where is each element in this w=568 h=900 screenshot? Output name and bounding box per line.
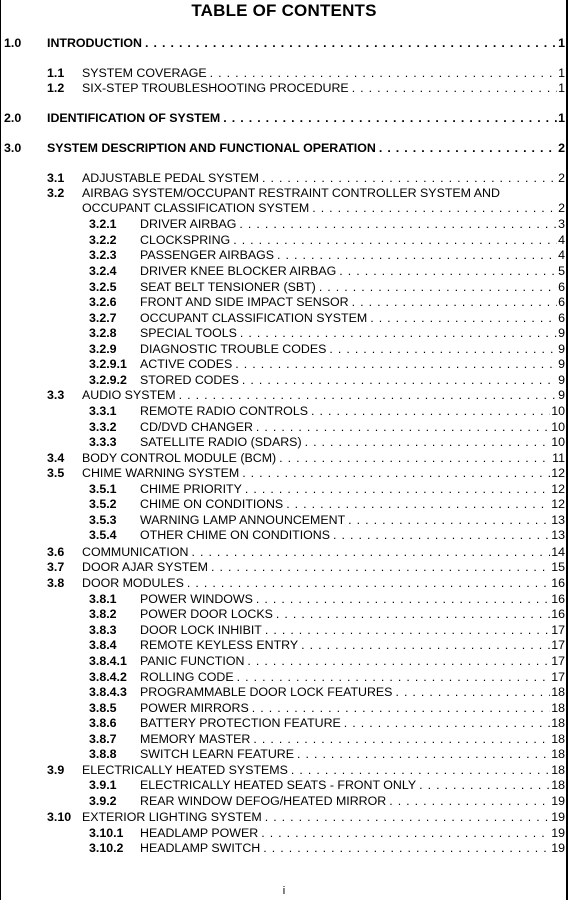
toc-entry[interactable] — [140, 747, 565, 762]
toc-entry[interactable] — [140, 264, 565, 279]
dot-leader — [263, 841, 550, 855]
toc-entry-title: HEADLAMP SWITCH — [140, 841, 261, 855]
toc-entry-page: 9 — [558, 326, 565, 340]
toc-entry[interactable] — [140, 528, 565, 543]
dot-leader — [319, 280, 557, 294]
toc-entry-page: 19 — [551, 841, 565, 855]
toc-entry-number: 3.8.6 — [89, 716, 117, 730]
dot-leader — [265, 623, 550, 637]
toc-entry-title: AIRBAG SYSTEM/OCCUPANT RESTRAINT CONTROLLER SYSTEM AND — [82, 186, 500, 200]
toc-entry-title: BATTERY PROTECTION FEATURE — [140, 716, 341, 730]
toc-entry-page: 9 — [558, 342, 565, 356]
toc-entry-page: 16 — [551, 607, 565, 621]
toc-entry-page: 6 — [558, 295, 565, 309]
toc-entry[interactable] — [140, 420, 565, 435]
toc-entry-title: DRIVER AIRBAG — [140, 217, 237, 231]
toc-entry-page: 6 — [558, 311, 565, 325]
toc-entry[interactable] — [140, 326, 565, 341]
toc-entry[interactable] — [140, 841, 565, 856]
toc-entry[interactable] — [47, 111, 565, 126]
toc-entry-title: DOOR MODULES — [82, 576, 184, 590]
toc-entry-title: CHIME PRIORITY — [140, 482, 242, 496]
dot-leader — [333, 528, 550, 542]
toc-entry-number: 3.9 — [47, 763, 65, 777]
toc-entry-page: 17 — [551, 623, 565, 637]
toc-entry-number: 3.3 — [47, 388, 65, 402]
dot-leader — [223, 111, 557, 125]
page-title: TABLE OF CONTENTS — [191, 1, 377, 20]
dot-leader — [329, 342, 557, 356]
toc-entry-number: 3.5.3 — [89, 513, 117, 527]
toc-entry[interactable] — [82, 576, 565, 591]
toc-entry[interactable] — [47, 36, 565, 51]
toc-entry[interactable] — [140, 233, 565, 248]
toc-entry-number: 1.1 — [47, 66, 65, 80]
toc-entry-number: 3.2.6 — [89, 295, 117, 309]
dot-leader — [235, 357, 557, 371]
toc-entry[interactable] — [140, 404, 565, 419]
dot-leader — [239, 217, 557, 231]
toc-entry-title: SWITCH LEARN FEATURE — [140, 747, 294, 761]
toc-entry-number: 3.8.5 — [89, 701, 117, 715]
toc-entry[interactable] — [82, 81, 565, 96]
toc-entry[interactable] — [82, 560, 565, 575]
toc-entry[interactable] — [82, 466, 565, 481]
toc-entry[interactable] — [140, 513, 565, 528]
toc-entry-title: SEAT BELT TENSIONER (SBT) — [140, 280, 316, 294]
toc-entry[interactable] — [140, 794, 565, 809]
toc-entry-number: 3.8.4.3 — [89, 685, 127, 699]
toc-entry[interactable] — [140, 826, 565, 841]
toc-entry-page: 11 — [552, 451, 565, 465]
toc-entry-number: 3.2.3 — [89, 248, 117, 262]
toc-entry-page: 18 — [551, 732, 565, 746]
toc-entry-page: 15 — [551, 560, 565, 574]
toc-entry-title: DOOR LOCK INHIBIT — [140, 623, 262, 637]
toc-entry-number: 3.2.2 — [89, 233, 117, 247]
toc-entry-title: ACTIVE CODES — [140, 357, 233, 371]
toc-entry-title: ADJUSTABLE PEDAL SYSTEM — [82, 171, 259, 185]
toc-entry-page: 19 — [551, 794, 565, 808]
toc-entry-number: 3.2.7 — [89, 311, 117, 325]
toc-entry-number: 3.2.9 — [89, 342, 117, 356]
dot-leader — [291, 763, 550, 777]
dot-leader — [352, 295, 557, 309]
dot-leader — [237, 670, 551, 684]
toc-entry-page: 9 — [558, 388, 565, 402]
toc-entry-number: 2.0 — [4, 111, 22, 125]
toc-entry-number: 3.3.1 — [89, 404, 117, 418]
toc-entry-title: MEMORY MASTER — [140, 732, 251, 746]
dot-leader — [242, 373, 557, 387]
toc-entry-page: 2 — [558, 171, 565, 185]
toc-entry-number: 1.2 — [47, 81, 65, 95]
toc-entry-number: 3.2.9.1 — [89, 357, 127, 371]
toc-entry-page: 18 — [551, 778, 565, 792]
dot-leader — [277, 248, 557, 262]
toc-entry-title: OTHER CHIME ON CONDITIONS — [140, 528, 330, 542]
toc-entry-title: DIAGNOSTIC TROUBLE CODES — [140, 342, 327, 356]
toc-entry-page: 10 — [551, 404, 565, 418]
toc-entry-page: 5 — [558, 264, 565, 278]
toc-entry-title: ELECTRICALLY HEATED SEATS - FRONT ONLY — [140, 778, 417, 792]
toc-entry[interactable] — [140, 482, 565, 497]
toc-entry[interactable] — [140, 373, 565, 388]
toc-entry-title: EXTERIOR LIGHTING SYSTEM — [82, 810, 262, 824]
toc-entry[interactable] — [140, 716, 565, 731]
toc-entry-title: POWER MIRRORS — [140, 701, 249, 715]
toc-entry-number: 3.0 — [4, 141, 22, 155]
toc-entry[interactable] — [140, 623, 565, 638]
dot-leader — [379, 141, 557, 155]
dot-leader — [344, 716, 550, 730]
toc-entry-page: 13 — [551, 528, 565, 542]
toc-entry-page: 17 — [551, 654, 565, 668]
toc-entry[interactable] — [47, 141, 565, 156]
toc-entry[interactable] — [82, 388, 565, 403]
toc-entry[interactable] — [140, 248, 565, 263]
toc-entry-page: 1 — [558, 36, 565, 50]
dot-leader — [210, 66, 557, 80]
dot-leader — [256, 592, 550, 606]
toc-entry-number: 3.8.4 — [89, 638, 117, 652]
toc-entry-title: POWER WINDOWS — [140, 592, 253, 606]
toc-entry[interactable] — [140, 357, 565, 372]
toc-entry-title: CHIME ON CONDITIONS — [140, 497, 284, 511]
toc-entry-title: REAR WINDOW DEFOG/HEATED MIRROR — [140, 794, 387, 808]
toc-entry-title: INTRODUCTION — [47, 36, 142, 50]
toc-entry[interactable] — [140, 217, 565, 232]
toc-entry-number: 3.10.1 — [89, 826, 124, 840]
toc-entry-page: 1 — [558, 111, 565, 125]
dot-leader — [265, 810, 551, 824]
toc-entry[interactable] — [140, 592, 565, 607]
toc-entry-number: 3.1 — [47, 171, 65, 185]
toc-entry-title: PROGRAMMABLE DOOR LOCK FEATURES — [140, 685, 393, 699]
toc-entry-page: 9 — [558, 373, 565, 387]
toc-entry-title: SYSTEM COVERAGE — [82, 66, 207, 80]
toc-entry-number: 3.6 — [47, 545, 65, 559]
dot-leader — [245, 482, 550, 496]
dot-leader — [240, 326, 557, 340]
toc-entry-page: 1 — [558, 66, 565, 80]
toc-entry[interactable] — [140, 497, 565, 512]
dot-leader — [256, 420, 550, 434]
toc-entry-number: 3.5.1 — [89, 482, 117, 496]
toc-entry[interactable] — [140, 654, 565, 669]
toc-entry[interactable] — [140, 295, 565, 310]
toc-entry[interactable] — [82, 763, 565, 778]
dot-leader — [247, 654, 550, 668]
dot-leader — [211, 560, 550, 574]
toc-entry[interactable] — [140, 638, 565, 653]
toc-entry-number: 3.2.4 — [89, 264, 117, 278]
toc-entry-number: 3.2 — [47, 186, 65, 200]
toc-entry-title: SYSTEM DESCRIPTION AND FUNCTIONAL OPERATION — [47, 141, 376, 155]
dot-leader — [348, 513, 550, 527]
page-number-footer: i — [282, 885, 286, 897]
toc-entry-page: 18 — [551, 685, 565, 699]
toc-entry-page: 1 — [558, 81, 565, 95]
toc-entry-page: 10 — [551, 420, 565, 434]
dot-leader — [191, 545, 550, 559]
toc-entry-page: 13 — [551, 513, 565, 527]
toc-entry-number: 3.2.9.2 — [89, 373, 127, 387]
dot-leader — [242, 466, 550, 480]
toc-entry-page: 18 — [551, 747, 565, 761]
dot-leader — [352, 81, 557, 95]
dot-leader — [286, 497, 550, 511]
dot-leader — [389, 794, 550, 808]
toc-entry-number: 3.4 — [47, 451, 65, 465]
dot-leader — [395, 685, 550, 699]
toc-entry-title: OCCUPANT CLASSIFICATION SYSTEM — [140, 311, 368, 325]
toc-entry[interactable] — [140, 311, 565, 326]
toc-entry-title: REMOTE KEYLESS ENTRY — [140, 638, 299, 652]
toc-entry-page: 2 — [558, 201, 565, 215]
toc-entry-page: 16 — [551, 576, 565, 590]
toc-entry-title: FRONT AND SIDE IMPACT SENSOR — [140, 295, 349, 309]
toc-entry-number: 3.9.2 — [89, 794, 117, 808]
toc-entry-page: 14 — [551, 545, 565, 559]
toc-entry-title: CLOCKSPRING — [140, 233, 231, 247]
toc-entry[interactable] — [140, 342, 565, 357]
toc-entry-page: 3 — [558, 217, 565, 231]
toc-entry-title: COMMUNICATION — [82, 545, 189, 559]
toc-entry-page: 12 — [551, 466, 565, 480]
toc-entry-title: SIX-STEP TROUBLESHOOTING PROCEDURE — [82, 81, 349, 95]
toc-entry-title: POWER DOOR LOCKS — [140, 607, 273, 621]
dot-leader — [419, 778, 550, 792]
toc-entry-title: HEADLAMP POWER — [140, 826, 259, 840]
toc-entry-number: 1.0 — [4, 36, 22, 50]
dot-leader — [187, 576, 550, 590]
toc-entry-number: 3.7 — [47, 560, 65, 574]
toc-entry-page: 12 — [551, 482, 565, 496]
toc-entry-page: 9 — [558, 357, 565, 371]
toc-entry-page: 6 — [558, 280, 565, 294]
dot-leader — [312, 201, 557, 215]
toc-entry-number: 3.3.2 — [89, 420, 117, 434]
toc-entry-number: 3.8.1 — [89, 592, 117, 606]
toc-entry-title: BODY CONTROL MODULE (BCM) — [82, 451, 277, 465]
toc-entry-number: 3.2.1 — [89, 217, 117, 231]
toc-entry-number: 3.8.7 — [89, 732, 117, 746]
toc-entry-title: SATELLITE RADIO (SDARS) — [140, 435, 302, 449]
dot-leader — [339, 264, 557, 278]
toc-entry[interactable] — [140, 607, 565, 622]
toc-entry-page: 4 — [558, 248, 565, 262]
dot-leader — [233, 233, 557, 247]
dot-leader — [179, 388, 557, 402]
toc-entry[interactable] — [140, 778, 565, 793]
toc-entry-number: 3.8.3 — [89, 623, 117, 637]
toc-entry[interactable] — [82, 545, 565, 560]
toc-entry[interactable] — [140, 701, 565, 716]
toc-entry-number: 3.10.2 — [89, 841, 124, 855]
dot-leader — [276, 607, 550, 621]
toc-entry-number: 3.3.3 — [89, 435, 117, 449]
toc-entry-title: STORED CODES — [140, 373, 239, 387]
toc-entry-title: PASSENGER AIRBAGS — [140, 248, 275, 262]
toc-entry-title: PANIC FUNCTION — [140, 654, 245, 668]
toc-entry[interactable] — [140, 732, 565, 747]
toc-entry-number: 3.2.8 — [89, 326, 117, 340]
dot-leader — [301, 638, 550, 652]
dot-leader — [253, 732, 550, 746]
toc-entry[interactable] — [140, 685, 565, 700]
toc-entry-number: 3.5.4 — [89, 528, 117, 542]
toc-entry-title: OCCUPANT CLASSIFICATION SYSTEM — [82, 201, 310, 215]
toc-entry-number: 3.8.2 — [89, 607, 117, 621]
toc-entry-title: CD/DVD CHANGER — [140, 420, 253, 434]
toc-entry-number: 3.2.5 — [89, 280, 117, 294]
toc-entry[interactable] — [140, 435, 565, 450]
dot-leader — [311, 404, 550, 418]
toc-entry-title: ELECTRICALLY HEATED SYSTEMS — [82, 763, 288, 777]
dot-leader — [305, 435, 551, 449]
toc-entry-page: 17 — [551, 670, 565, 684]
dot-leader — [261, 826, 550, 840]
toc-entry-title: REMOTE RADIO CONTROLS — [140, 404, 308, 418]
dot-leader — [262, 171, 557, 185]
dot-leader — [252, 701, 550, 715]
toc-entry-number: 3.9.1 — [89, 778, 117, 792]
toc-entry-title: ROLLING CODE — [140, 670, 234, 684]
toc-entry[interactable] — [82, 810, 565, 825]
toc-entry-page: 19 — [551, 810, 565, 824]
toc-entry-page: 19 — [551, 826, 565, 840]
toc-entry[interactable] — [82, 201, 565, 216]
toc-entry-number: 3.10 — [47, 810, 72, 824]
toc-entry-page: 4 — [558, 233, 565, 247]
toc-entry[interactable] — [140, 280, 565, 295]
dot-leader — [279, 451, 551, 465]
toc-entry[interactable] — [82, 451, 565, 466]
toc-entry-page: 12 — [551, 497, 565, 511]
toc-entry[interactable] — [82, 171, 565, 186]
toc-entry-title: AUDIO SYSTEM — [82, 388, 176, 402]
toc-entry-page: 18 — [551, 763, 565, 777]
dot-leader — [370, 311, 557, 325]
toc-entry[interactable] — [140, 670, 565, 685]
dot-leader — [145, 36, 557, 50]
toc-entry-page: 18 — [551, 701, 565, 715]
toc-entry-title: WARNING LAMP ANNOUNCEMENT — [140, 513, 346, 527]
toc-entry-title: SPECIAL TOOLS — [140, 326, 237, 340]
toc-entry-page: 2 — [558, 141, 565, 155]
toc-entry[interactable] — [82, 66, 565, 81]
toc-entry-page: 18 — [551, 716, 565, 730]
toc-entry-title: CHIME WARNING SYSTEM — [82, 466, 240, 480]
toc-entry-number: 3.8.8 — [89, 747, 117, 761]
dot-leader — [297, 747, 550, 761]
toc-entry-page: 10 — [551, 435, 565, 449]
toc-entry-number: 3.5.2 — [89, 497, 117, 511]
toc-entry-title: IDENTIFICATION OF SYSTEM — [47, 111, 221, 125]
toc-entry-number: 3.8.4.2 — [89, 670, 127, 684]
toc-entry-title: DRIVER KNEE BLOCKER AIRBAG — [140, 264, 337, 278]
toc-entry-page: 16 — [551, 592, 565, 606]
toc-entry-number: 3.8 — [47, 576, 65, 590]
toc-entry-page: 17 — [551, 638, 565, 652]
toc-entry-number: 3.5 — [47, 466, 65, 480]
toc-entry-number: 3.8.4.1 — [89, 654, 127, 668]
toc-entry[interactable] — [82, 186, 565, 201]
toc-entry-title: DOOR AJAR SYSTEM — [82, 560, 208, 574]
